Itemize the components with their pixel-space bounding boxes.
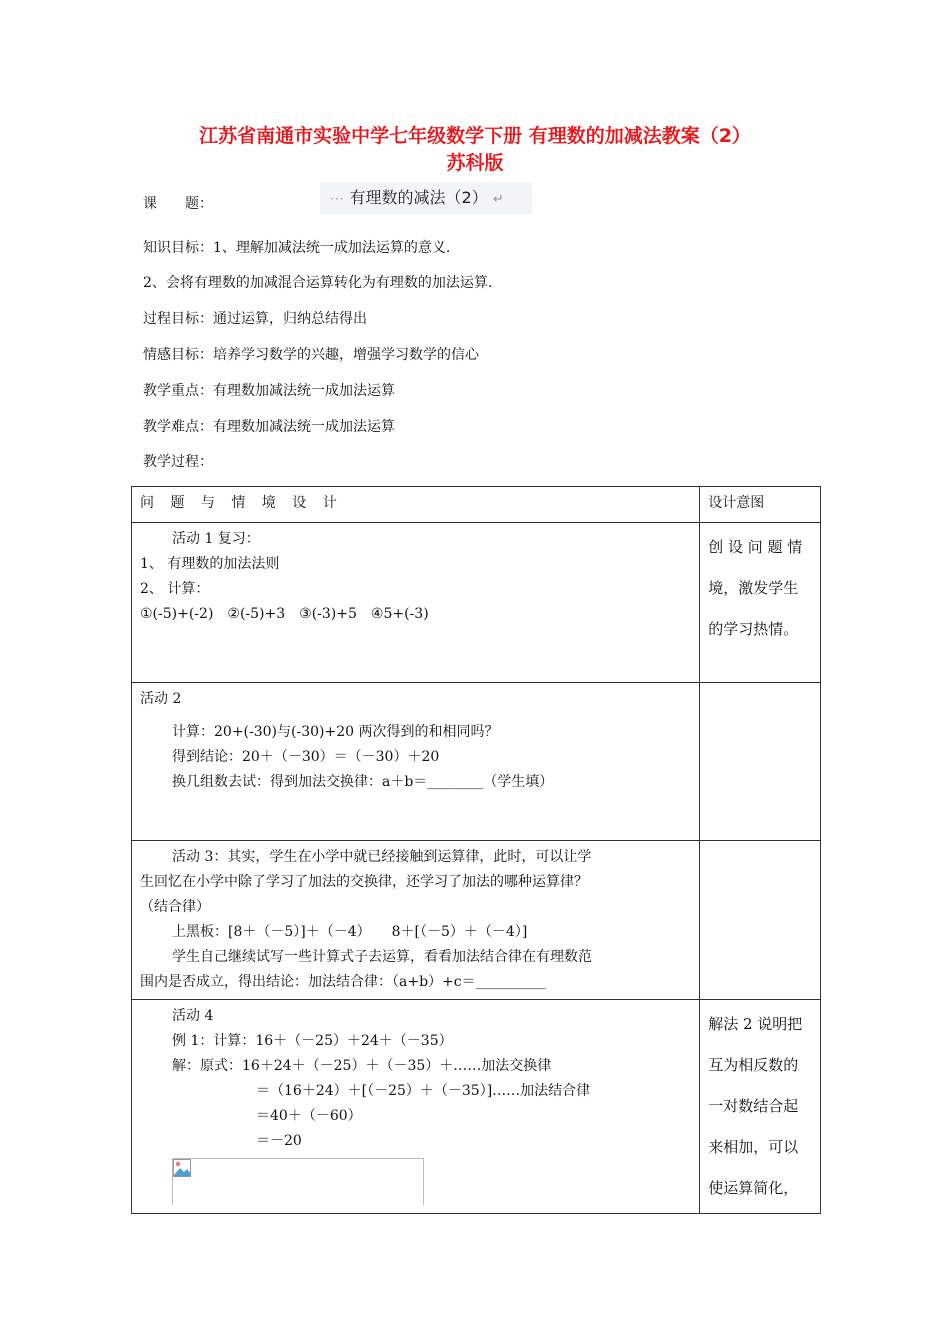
table-row: [132, 523, 821, 683]
activity-4-intent: 解法 2 说明把 互为相反数的 一对数结合起 来相加，可以 使运算简化，: [700, 1000, 821, 1214]
table-header-row: [132, 487, 821, 523]
activity-4-solution-2: ＝（16＋24）＋[（－25）＋（－35）]……加法结合律: [256, 1083, 591, 1099]
activity-3-line-3: （结合律）: [140, 899, 210, 915]
activity-1-cell: [132, 523, 700, 683]
activity-2-cell: [132, 683, 700, 841]
objective-knowledge-2: 2、会将有理数的加减混合运算转化为有理数的加法运算.: [143, 275, 493, 291]
activity-1-intent: 创 设 问 题 情 境，激发学生 的学习热情。: [700, 523, 821, 683]
table-row: [132, 1000, 821, 1214]
activity-3-line-4: 上黑板：[8＋（－5）]＋（－4） 8＋[（－5）＋（－4）]: [172, 924, 528, 940]
activity-4-solution-1: 解：原式：16＋24＋（－25）＋（－35）＋……加法交换律: [172, 1058, 552, 1074]
activity-1-expressions: ①(-5)+(-2) ②(-5)+3 ③(-3)+5 ④5+(-3): [140, 606, 429, 622]
title-line-1: 江苏省南通市实验中学七年级数学下册 有理数的加减法教案（2）: [199, 125, 751, 147]
activity-1-title: 活动 1 复习：: [172, 531, 260, 547]
activity-2-title: 活动 2: [140, 691, 182, 707]
activity-2-line-3: 换几组数去试：得到加法交换律：a＋b＝________（学生填）: [172, 774, 554, 790]
activity-4-example: 例 1：计算：16＋（－25）＋24＋（－35）: [172, 1033, 453, 1049]
header-intent: 设计意图: [700, 487, 821, 523]
lesson-table: [131, 486, 821, 1214]
activity-3-line-2: 生回忆在小学中除了学习了加法的交换律，还学习了加法的哪种运算律？: [140, 874, 588, 890]
teaching-process-label: 教学过程：: [143, 454, 213, 470]
activity-2-intent: [700, 683, 821, 841]
activity-3-intent: [700, 841, 821, 1000]
teaching-difficulty: 教学难点：有理数加减法统一成加法运算: [143, 419, 395, 435]
dots-icon: ···: [330, 192, 345, 206]
activity-3-line-1: 活动 3：其实，学生在小学中就已经接触到运算律，此时，可以让学: [172, 849, 592, 865]
teaching-key-point: 教学重点：有理数加减法统一成加法运算: [143, 383, 395, 399]
objective-knowledge: 知识目标：1、理解加减法统一成加法运算的意义.: [143, 240, 451, 256]
paragraph-mark-icon: ↵: [492, 192, 504, 207]
activity-2-line-2: 得到结论：20＋（－30）＝（－30）＋20: [172, 749, 440, 765]
broken-image-icon: [173, 1159, 191, 1177]
activity-1-item-1: 1、 有理数的加法法则: [140, 556, 280, 572]
header-design: 问 题 与 情 境 设 计: [132, 487, 700, 523]
title-line-2: 苏科版: [446, 152, 504, 174]
activity-4-title: 活动 4: [172, 1008, 214, 1024]
topic-value: 有理数的减法（2）: [349, 188, 488, 207]
topic-label: 课 题：: [143, 196, 213, 212]
objective-process: 过程目标：通过运算，归纳总结得出: [143, 311, 367, 327]
document-title: [120, 123, 830, 177]
activity-3-cell: [132, 841, 700, 1000]
activity-2-line-1: 计算：20+(-30)与(-30)+20 两次得到的和相同吗？: [172, 724, 499, 740]
activity-1-item-2: 2、 计算：: [140, 581, 210, 597]
activity-4-cell: [132, 1000, 700, 1214]
objective-emotion: 情感目标：培养学习数学的兴趣，增强学习数学的信心: [143, 347, 479, 363]
broken-image-frame: [172, 1158, 424, 1205]
topic-value-box: [320, 182, 532, 214]
table-row: [132, 841, 821, 1000]
activity-3-line-6: 围内是否成立，得出结论：加法结合律：（a+b）+c＝__________: [140, 974, 546, 990]
table-row: [132, 683, 821, 841]
activity-3-line-5: 学生自己继续试写一些计算式子去运算，看看加法结合律在有理数范: [172, 949, 592, 965]
activity-4-solution-4: ＝－20: [256, 1133, 302, 1149]
activity-4-solution-3: ＝40＋（－60）: [256, 1108, 362, 1124]
